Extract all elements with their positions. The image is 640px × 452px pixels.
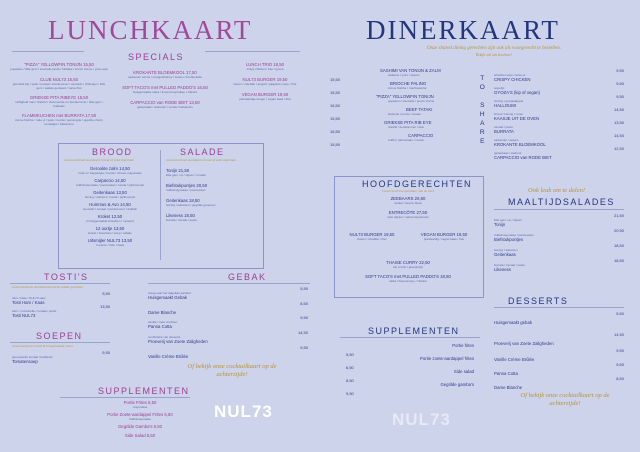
specials-title: SPECIALS: [128, 52, 185, 62]
dessert-item-name: Dame Blanche: [494, 385, 523, 390]
hoofd-col-left: [338, 232, 406, 241]
dessert-item-name: Vanille Crème Brûlée: [494, 357, 535, 362]
share-item-price: 14,50: [613, 107, 624, 112]
hoofd-item-desc: venkel / beurre blanc: [394, 201, 422, 205]
maaltijd-item-desc: truffelmayonaise / parmezaan: [494, 233, 534, 237]
share-item-name: GYOZA'S (kip of vegan): [494, 90, 540, 95]
tosti-item-desc: ham / mozzarella / tomaat / pesto: [12, 309, 57, 313]
share-item-name: SASHIMI VAN TONIJN & ZALM: [380, 68, 441, 73]
salade-item-name: Tonijn 21,50: [166, 168, 190, 173]
specials-col-1: [10, 62, 108, 126]
to-share-letter: O: [479, 84, 487, 91]
share-right-list: [494, 68, 624, 160]
special-item-desc: crispy chicken / bao / gyoza: [246, 67, 284, 71]
share-item-name: BURRATA: [494, 129, 514, 134]
salade-item-desc: truffelmayonaise / parmezaan: [166, 188, 206, 192]
supplement-item-name: Portie Zoete-aardappel Frites 6,50: [107, 412, 173, 417]
share-item-desc: tomaat / pesto: [494, 125, 514, 129]
diner-supplement-name: Side salad: [453, 369, 474, 374]
maaltijd-item-name: Biefstukpuntjes: [494, 237, 524, 242]
diner-supplement-price: 6,50: [346, 365, 354, 370]
gebak-item-desc: combinatie van desserts: [148, 335, 181, 339]
specials-col-3: [222, 62, 308, 101]
share-item-name: BRIOCHE PALING: [390, 81, 427, 86]
diner-supplementen-title: SUPPLEMENTEN: [368, 326, 460, 336]
brood-item-name: Uitsmijter NUL73 13,50: [87, 238, 133, 243]
maaltijd-item-desc: honing / walnoten: [494, 248, 518, 252]
soep-item-name: Tomatensoep: [12, 359, 38, 364]
maaltijd-item-price: 21,50: [613, 213, 624, 218]
share-item-desc: popadum / avocado / ponzu crème: [388, 99, 435, 103]
salade-list: [166, 168, 258, 222]
special-item-name: CARPACCIO van RODE BIET 13,50: [130, 100, 200, 105]
special-item-desc: stoffgheid mas / tzatziki / vlammende ui / komkommer / little gem / fetakaas: [15, 100, 103, 108]
diner-title: DINERKAART: [366, 15, 560, 45]
hoofd-item-desc: salsa / limoenmayo / cilantro: [389, 279, 427, 283]
maaltijd-item-price: 20,50: [613, 228, 624, 233]
diner-supplementen-list: [346, 343, 474, 396]
salade-item-desc: little gem / ei / olijven / tomaat: [166, 173, 206, 177]
share-item-name: CRISPY CHICKEN: [494, 77, 531, 82]
share-item-desc: honing / granaatappel: [494, 99, 524, 103]
diner-intro-2: Bekijk ook ons brochure!: [476, 53, 512, 57]
hoofd-item-desc: plantaardig / vegan kaas / friet: [423, 237, 465, 241]
share-item-name: BEEF TATAKI: [406, 107, 433, 112]
to-share-letter: A: [480, 120, 486, 127]
tosti-item-name: Tosti NUL73: [12, 313, 36, 318]
gebak-item-price: 8,50: [300, 301, 308, 306]
special-item-desc: gerookte kip / spek / tomaat / komkommer / avocado / chilimayo / little gem / salade gemixed / verse friet: [12, 82, 106, 90]
brood-item-desc: truffelmayonaise / parmezaan / rucola / pijnboompit: [76, 183, 144, 187]
hoofd-list-top: [338, 196, 478, 219]
share-item-price: 15,50: [330, 142, 341, 147]
supplement-item-name: Gegrilde Gamba's 9,50: [117, 424, 163, 429]
to-share-letter: E: [480, 138, 486, 145]
share-item-desc: brood / honing / noten: [494, 112, 524, 116]
share-item-price: 16,50: [330, 103, 341, 108]
gebak-list: [148, 286, 308, 359]
desserts-list: [494, 311, 624, 390]
brood-item-desc: rode ui / kappertjes / rucola / citroen-mayonaise: [78, 171, 142, 175]
share-item-name: CARPACCIO: [408, 133, 434, 138]
hoofd-item-desc: kip of tofu / jasmijnrijst: [393, 265, 423, 269]
salade-item-name: Biefstukpuntjes 20,50: [166, 183, 208, 188]
special-item-name: GRIEKSE PITA RIBEYE 15,50: [29, 95, 89, 100]
share-item-price: 15,50: [330, 90, 341, 95]
special-item-name: FLAMMKUCHEN met BURRATA 17,50: [21, 113, 97, 118]
gebak-title: GEBAK: [228, 272, 267, 282]
diner-supplement-price: 8,50: [346, 378, 354, 383]
diner-intro: Onze shared dining gerechten zijn ook als voorgerecht te bestellen.: [427, 46, 561, 51]
tosti-item-price: 13,50: [99, 304, 110, 309]
dessert-item-price: 5,50: [616, 311, 624, 316]
share-item-desc: wakame / yuzu / sesam: [388, 73, 420, 77]
diner-supplement-name: Gegrilde gamba's: [440, 382, 474, 387]
gebak-item-price: 5,50: [300, 286, 308, 291]
special-item-desc: crème fraîche / rode ui / spek / rucola / gemengde / gepofte cherry tomaatjes / balsamico: [15, 118, 103, 126]
share-item-price: 14,50: [613, 133, 624, 138]
share-left-list: [330, 68, 470, 147]
supplement-item-desc: mayonaise: [132, 405, 148, 409]
soep-item-desc: geroosterde tomaat / basilicum: [12, 355, 54, 359]
special-item-name: VEGAN BURGER 19,50: [241, 92, 289, 97]
share-item-name: "PIZZA" YELLOWFIN TONIJN: [376, 94, 434, 99]
soepen-note: Geserveerd met brood & huisgemaakte boter: [12, 344, 74, 348]
lunch-promo: Of bekijk onze cocktailkaart op de achterzijde!: [187, 363, 277, 378]
maaltijd-item-price: 18,50: [613, 258, 624, 263]
dessert-item-name: Proeverij van Zoete Zaligheden: [494, 341, 554, 346]
special-item-name: KROKANTE BLOEMKOOL 17,50: [133, 70, 197, 75]
share-item-name: KAASJE UIT DE OVEN: [494, 116, 540, 121]
diner-supplement-name: Portie zoete-aardappel frites: [420, 356, 474, 361]
hoofd-item-desc: bacon / cheddar / friet: [357, 237, 387, 241]
brood-item-name: Carpaccio 14,50: [94, 178, 126, 183]
desserts-title: DESSERTS: [508, 296, 569, 306]
soepen-title: SOEPEN: [36, 331, 83, 341]
tostis-note: Geserveerd met zuurdesembrood & salade garnituur: [12, 285, 84, 289]
gebak-item-desc: vraag naar het dagelijks aanbod: [148, 291, 191, 295]
supplement-item-desc: truffelmayonaise: [129, 417, 151, 421]
hoofd-item-name: NUL73 BURGER 19,50: [349, 232, 395, 237]
diner-supplement-name: Portie frites: [452, 343, 474, 348]
diner-promo: Of bekijk onze cocktailkaart op de achterzijde!: [520, 392, 610, 407]
soep-item-price: 9,50: [102, 350, 110, 355]
maaltijd-list: [494, 213, 624, 272]
maaltijd-item-name: Tonijn: [494, 222, 506, 227]
brood-item-desc: kroket / boterham / soep / salade: [88, 231, 132, 235]
dessert-item-name: Huisgemaakt gebak: [494, 320, 532, 325]
dessert-item-name: Panna Cotta: [494, 371, 518, 376]
special-item-name: NUL73 BURGER 19,50: [242, 77, 288, 82]
special-item-desc: plantaardige burger / vegan kaas / friet: [239, 97, 291, 101]
maaltijd-title: MAALTIJDSALADES: [508, 197, 615, 207]
maaltijd-item-name: Geitenkaas: [494, 252, 516, 257]
diner-supplement-price: 5,50: [346, 352, 354, 357]
maaltijd-note: Ook leuk om te delen!: [528, 187, 586, 194]
brood-item-desc: avocado / tomaat / komkommer / dukkah: [82, 207, 138, 211]
gebak-item-name: Panna Cotta: [148, 324, 172, 329]
brood-list: [62, 166, 158, 247]
hoofd-title: HOOFDGERECHTEN: [362, 179, 473, 189]
brood-item-name: 12 uurtje 13,50: [95, 226, 125, 231]
share-item-desc: sriracha mayo / lente-ui: [494, 73, 526, 77]
brood-item-desc: 2 huisgemaakte kroketten / mosterd: [86, 219, 134, 223]
hoofd-list-bottom: [338, 260, 478, 283]
share-item-desc: crème fraîche / mierikswortel: [388, 86, 427, 90]
share-item-name: GRIEKSE PITA RIB EYE: [384, 120, 432, 125]
tosti-item-desc: ham / kaas / NUL73 saus: [12, 296, 46, 300]
specials-col-2: [112, 70, 218, 109]
gebak-item-price: 14,50: [297, 330, 308, 335]
to-share-letter: S: [480, 102, 486, 109]
to-share-letter: T: [480, 75, 486, 82]
special-item-desc: geitenkaas / walnoten / rucola / balsamico: [137, 105, 193, 109]
to-share-letter: H: [479, 111, 487, 118]
hoofd-item-desc: rode wijnjus / seizoensgroenten: [386, 215, 430, 219]
brood-title: BROOD: [92, 147, 133, 157]
share-item-price: 13,50: [613, 120, 624, 125]
tostis-list: [12, 291, 110, 318]
special-item-desc: huisgemaakte salsa / limoenmayonaise / cilantro: [132, 90, 198, 94]
hoofd-item-name: ENTRECÔTE 27,50: [388, 210, 428, 215]
dessert-item-price: 9,50: [616, 362, 624, 367]
lunch-supplementen-list: [80, 400, 200, 438]
share-item-name: HALLOUMI: [494, 103, 516, 108]
share-item-desc: soja dip: [494, 86, 505, 90]
special-item-name: "PIZZA" YELLOWFIN TONIJN 15,50: [24, 62, 94, 67]
maaltijd-item-price: 18,50: [613, 243, 624, 248]
supplement-item-name: Side Salad 8,50: [124, 433, 156, 438]
special-item-name: CLUB NUL73 15,50: [40, 77, 78, 82]
hoofd-item-name: VEGAN BURGER 19,50: [420, 232, 468, 237]
salade-item-desc: burrata / tomaat / pesto: [166, 218, 198, 222]
hoofd-item-name: SOFT TACO'S met PULLED PADDO'S 18,50: [365, 274, 451, 279]
salade-item-name: Geitenkaas 18,50: [166, 198, 200, 203]
tosti-item-price: 9,50: [102, 291, 110, 296]
brood-item-name: Hummus & Avo 14,50: [89, 202, 131, 207]
share-item-name: KROKANTE BLOEMKOOL: [494, 142, 546, 147]
special-item-desc: popadum / little gem / avocado-pinda / furikake / ponzu crème / yuzu-soja: [10, 67, 108, 71]
salade-note: Geserveerd met zuurdesem brood of witte boterham: [166, 158, 236, 162]
soepen-list: [12, 350, 110, 364]
maaltijd-item-desc: burrata / tomaat / pesto: [494, 263, 526, 267]
hoofd-item-name: ZEEBAARS 26,50: [390, 196, 426, 201]
share-item-price: 12,50: [613, 146, 624, 151]
special-item-name: LUNCH TRIO 18,50: [245, 62, 285, 67]
gebak-item-price: 9,50: [300, 345, 308, 350]
gebak-item-name: Vanille Crème Brûlée: [148, 354, 189, 359]
to-share-letter: R: [479, 129, 487, 136]
lunch-title: LUNCHKAART: [48, 15, 253, 45]
to-share-label: [478, 74, 488, 146]
share-item-desc: tzatziki / komkommer / feta: [388, 125, 424, 129]
share-item-price: 15,50: [330, 116, 341, 121]
lunch-logo: NUL73: [214, 402, 273, 421]
share-item-name: CARPACCIO van RODE BIET: [494, 155, 552, 160]
dessert-item-price: 9,50: [616, 348, 624, 353]
share-item-price: 9,50: [616, 68, 624, 73]
share-item-price: 15,50: [330, 77, 341, 82]
share-item-desc: vadouvan / sesam: [494, 138, 519, 142]
tostis-title: TOSTI'S: [44, 272, 89, 282]
gebak-item-name: Dame Blanche: [148, 310, 177, 315]
diner-supplement-price: 9,50: [346, 391, 354, 396]
hoofd-col-right: [410, 232, 478, 241]
brood-item-name: Kroket 12,50: [97, 214, 123, 219]
share-item-price: 9,50: [616, 81, 624, 86]
maaltijd-item-desc: little gem / ei / olijven: [494, 218, 522, 222]
dessert-item-price: 8,50: [616, 376, 624, 381]
share-item-price: 9,50: [616, 94, 624, 99]
share-item-desc: bieslook / ponzu / sesam: [388, 112, 422, 116]
brood-item-name: Gerookte zalm 14,50: [90, 166, 130, 171]
hoofd-note: Geserveerd met garnituur van de chef: [382, 189, 434, 193]
maaltijd-item-name: Likeness: [494, 267, 511, 272]
salade-item-name: Likeness 18,50: [166, 213, 195, 218]
brood-item-desc: honing / walnoot / rucola / pijnboompit: [84, 195, 136, 199]
brood-item-desc: 3 eieren / ham / kaas: [95, 243, 124, 247]
gebak-item-desc: vanille / rode vruchten: [148, 320, 178, 324]
share-item-price: 16,50: [330, 129, 341, 134]
supplement-item-name: Portie Frites 5,50: [123, 400, 157, 405]
lunch-supplementen-title: SUPPLEMENTEN: [98, 386, 190, 396]
salade-title: SALADE: [180, 147, 225, 157]
hoofd-item-name: THAISE CURRY 22,50: [386, 260, 430, 265]
share-item-desc: truffel / parmezaan / rucola: [388, 138, 424, 142]
gebak-item-name: Proeverij van Zoete Zaligheden: [148, 339, 208, 344]
to-share-letter: [478, 92, 488, 101]
diner-logo: NUL73: [392, 410, 451, 429]
special-item-desc: bacon / cheddar / augurk / jalapeño mayo / friet: [233, 82, 297, 86]
special-item-name: SOFT TACO'S met PULLED PADDO'S 16,50: [122, 85, 208, 90]
brood-item-name: Geitenkaas 13,50: [93, 190, 127, 195]
gebak-item-price: 9,50: [300, 315, 308, 320]
dessert-item-price: 14,50: [613, 332, 624, 337]
share-item-desc: geitenkaas / walnoot: [494, 151, 522, 155]
special-item-desc: vadouvan crème / mangochutney / sesam / knoflookolie: [127, 75, 203, 79]
gebak-item-name: Huisgemaakt Gebak: [148, 295, 187, 300]
salade-item-desc: honing / walnoten / gegrilde groenten: [166, 203, 216, 207]
brood-note: Geserveerd met zuurdesem brood of witte boterham: [64, 158, 134, 162]
tosti-item-name: Tosti Ham / Kaas: [12, 300, 45, 305]
